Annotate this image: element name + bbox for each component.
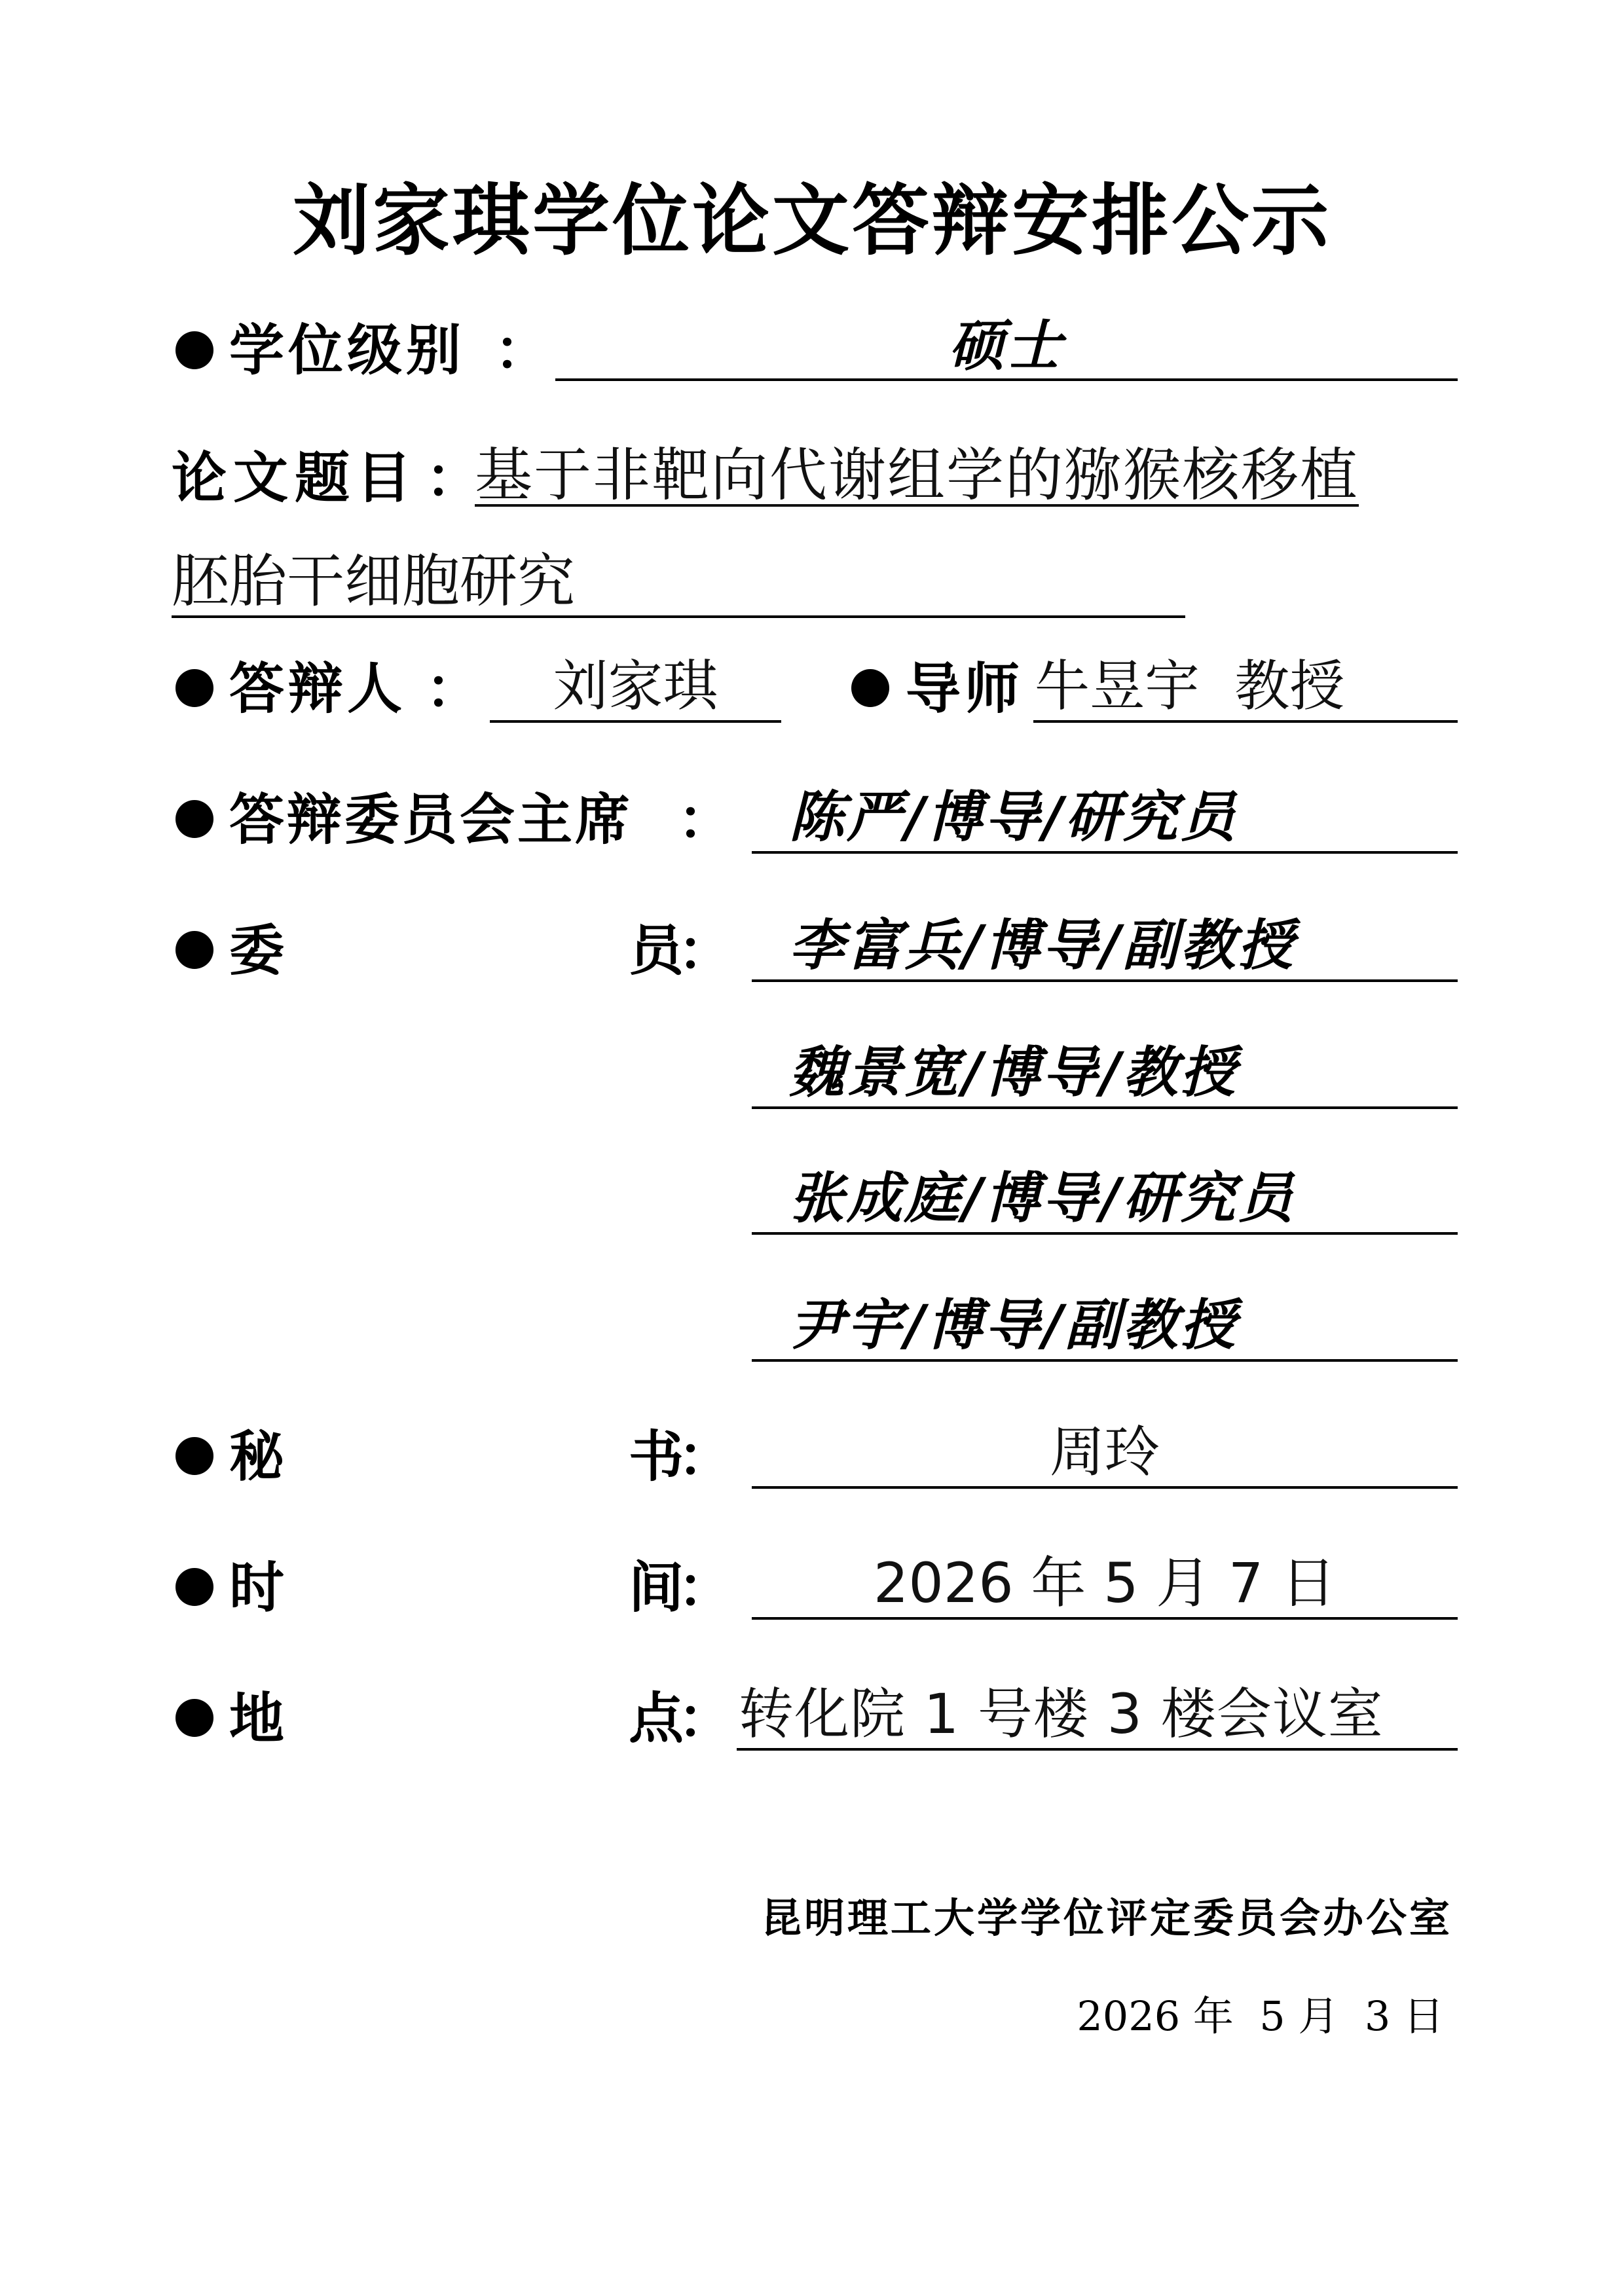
members-colon: ：	[678, 919, 733, 983]
degree-colon: ：	[494, 318, 550, 382]
page-title: 刘家琪学位论文答辩安排公示	[292, 175, 1331, 266]
place-value: 转化院 1 号楼 3 楼会议室	[739, 1682, 1384, 1746]
bullet-icon	[175, 931, 213, 969]
degree-value: 硕士	[948, 313, 1064, 378]
bullet-icon	[175, 1437, 213, 1475]
advisor-label: 导师	[906, 657, 1024, 721]
members-label-left: 委	[229, 919, 289, 983]
member-item: 尹宇/博导/副教授	[789, 1292, 1238, 1357]
bullet-icon	[851, 669, 889, 707]
issue-date: 2026 年 5 月 3 日	[1077, 1992, 1444, 2040]
thesis-colon: ：	[426, 446, 481, 510]
chair-value: 陈严/博导/研究员	[789, 784, 1238, 849]
time-colon: ：	[678, 1556, 733, 1620]
issuing-office: 昆明理工大学学位评定委员会办公室	[760, 1894, 1452, 1942]
member-item: 李富兵/博导/副教授	[789, 913, 1296, 977]
degree-label: 学位级别	[229, 318, 466, 382]
thesis-title-line1: 基于非靶向代谢组学的猕猴核移植	[475, 441, 1359, 509]
secretary-colon: ：	[678, 1425, 733, 1489]
time-label-right: 间	[629, 1556, 688, 1620]
place-label-right: 点	[629, 1686, 688, 1751]
secretary-label-left: 秘	[229, 1425, 289, 1489]
candidate-value: 刘家琪	[553, 654, 718, 718]
time-value: 2026 年 5 月 7 日	[873, 1551, 1337, 1615]
advisor-value: 牛昱宇 教授	[1035, 654, 1345, 718]
bullet-icon	[175, 1568, 213, 1606]
place-label-left: 地	[229, 1686, 289, 1751]
members-label-right: 员	[629, 919, 688, 983]
secretary-value: 周玲	[1049, 1420, 1160, 1484]
bullet-icon	[175, 331, 213, 369]
thesis-title-line2: 胚胎干细胞研究	[172, 547, 576, 615]
thesis-label: 论文题目	[172, 446, 418, 510]
chair-colon: ：	[678, 788, 733, 852]
chair-label: 答辩委员会主席	[229, 788, 633, 852]
time-label-left: 时	[229, 1556, 289, 1620]
member-item: 魏景宽/博导/教授	[789, 1040, 1238, 1104]
bullet-icon	[175, 669, 213, 707]
member-item: 张成庭/博导/研究员	[789, 1165, 1296, 1230]
bullet-icon	[175, 800, 213, 838]
place-colon: ：	[678, 1686, 733, 1751]
candidate-label: 答辩人	[229, 657, 407, 721]
secretary-label-right: 书	[629, 1425, 688, 1489]
bullet-icon	[175, 1699, 213, 1737]
candidate-colon: ：	[426, 657, 481, 721]
